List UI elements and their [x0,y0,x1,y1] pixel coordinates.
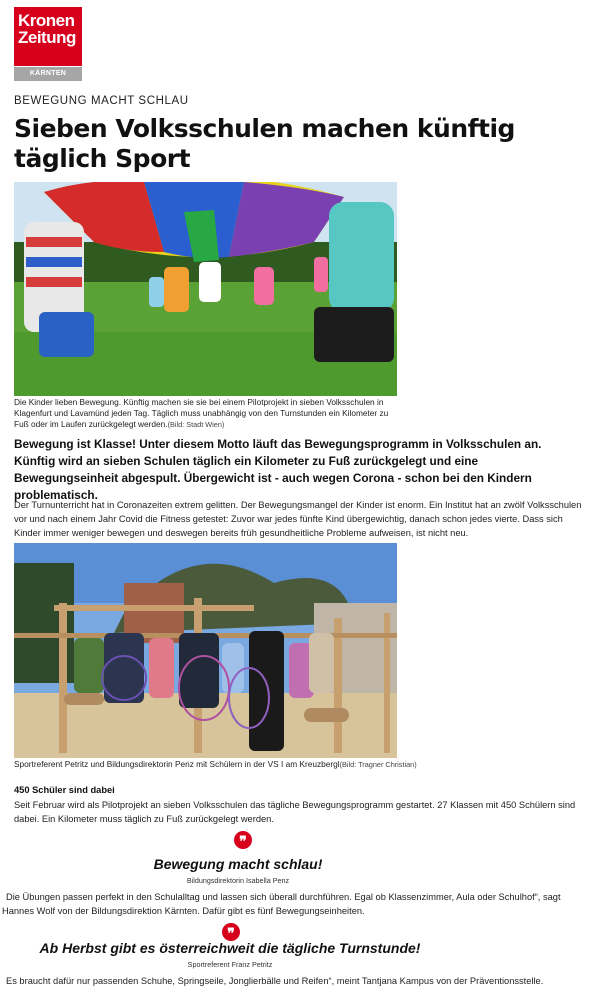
paragraph-3 [2,890,591,918]
image-1-credit: (Bild: Stadt Wien) [167,420,225,429]
playground-photo [14,543,397,758]
paragraph-3-line-1: Die Übungen passen perfekt in den Schulalltag und lassen sich überall durchführen. Egal ob Klassenzimmer, Aula oder Schulhof“, sagt [6,892,561,902]
quote-icon: ❞ [234,831,252,849]
article-lead: Bewegung ist Klasse! Unter diesem Motto läuft das Bewegungsprogramm in Volksschulen an. Künftig wird an sieben Schulen täglich ein Kilometer zu Fuß zurückgelegt und eine Bewegungseinheit abgespult. Übergewicht ist - auch wegen Corona - schon bei den Kindern problematisch. [14,437,542,502]
image-1-caption-text: Die Kinder lieben Bewegung. Künftig machen sie sie bei einem Pilotprojekt in sieben Volksschulen in Klagenfurt und Lavamünd jeden Tag. Täglich muss unabhängig von den Turnstunden ein Kilometer zu Fuß oder im Laufen zurückgelegt werden. [14,397,389,429]
logo-line-1: Kronen [18,11,75,30]
paragraph-4: Es braucht dafür nur passenden Schuhe, Springseile, Jonglierbälle und Reifen“, meint Tantjana Kampus von der Präventionsstelle. [6,976,544,986]
article-image-playground[interactable] [14,543,397,758]
image-2-caption-text: Sportreferent Petritz und Bildungsdirektorin Penz mit Schülern in der VS I am Kreuzbergl [14,759,340,769]
image-1-caption [14,397,400,430]
quote-2-source: Sportreferent Franz Petritz [187,960,273,969]
article-image-parachute[interactable] [14,182,397,396]
logo-wordmark [14,7,82,66]
section-subhead: 450 Schüler sind dabei [14,785,115,795]
paragraph-1: Der Turnunterricht hat in Coronazeiten extrem gelitten. Der Bewegungsmangel der Kinder ist enorm. Ein Institut hat an zwölf Volksschulen vor und nach einem Jahr Covid die Fitness getestet: Zuvor war jedes fünfte Kind übergewichtig, danach schon jedes vierte. Dass sich Kinder immer weniger bewegen und deswegen bereits früh gesundheitliche Probleme aufweisen, ist nicht neu. [14,500,582,538]
quote-1-text: Bewegung macht schlau! [153,856,323,872]
paragraph-2: Seit Februar wird als Pilotprojekt an sieben Volksschulen das tägliche Bewegungsprogramm gestartet. 27 Klassen mit 450 Schülern sind dabei. Ein Kilometer muss täglich zu Fuß zurückgelegt werden. [14,800,576,824]
article-title: Sieben Volksschulen machen künftig täglich Sport [14,114,515,173]
article-kicker: BEWEGUNG MACHT SCHLAU [14,95,189,107]
paragraph-3-line-2: Hannes Wolf von der Bildungsdirektion Kärnten. Dafür gibt es fünf Bewegungseinheiten. [2,906,365,916]
logo-region: KÄRNTEN [14,67,82,81]
image-2-credit: (Bild: Tragner Christian) [339,760,417,769]
logo-line-2: Zeitung [18,28,76,47]
quote-icon: ❞ [222,923,240,941]
kronen-zeitung-logo[interactable] [14,7,82,81]
quote-2-text: Ab Herbst gibt es österreichweit die tägliche Turnstunde! [39,940,421,956]
image-2-caption [14,759,434,770]
quote-1-source: Bildungsdirektorin Isabella Penz [186,876,290,885]
parachute-photo [14,182,397,396]
